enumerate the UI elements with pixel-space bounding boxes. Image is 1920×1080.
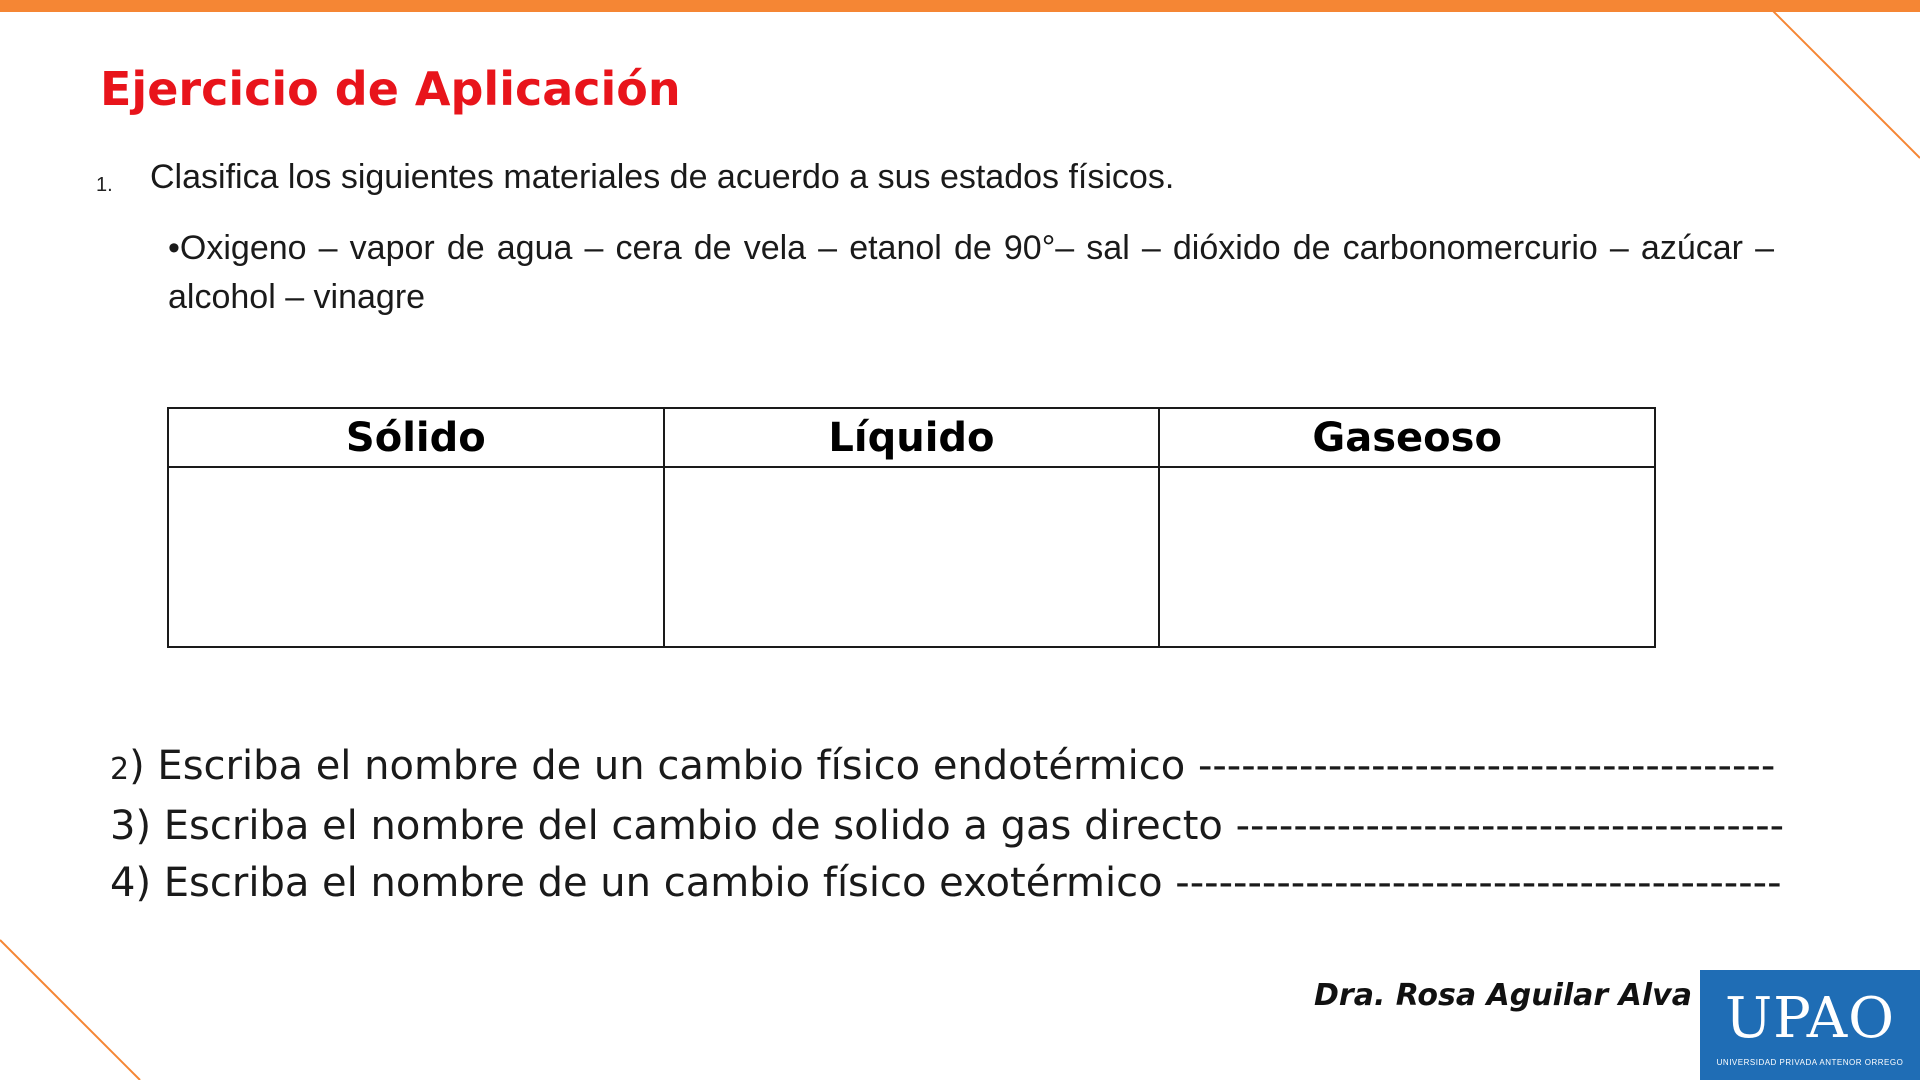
materials-list: •Oxigeno – vapor de agua – cera de vela – etanol de 90°– sal – dióxido de carbonomercurio – azúcar – alcohol – vinagre <box>168 229 1774 316</box>
header-gas: Gaseoso <box>1159 408 1655 467</box>
states-table <box>167 407 1656 648</box>
solid-answer-cell[interactable] <box>168 467 664 647</box>
liquid-answer-cell[interactable] <box>664 467 1160 647</box>
logo-subtitle: UNIVERSIDAD PRIVADA ANTENOR ORREGO <box>1716 1058 1904 1067</box>
question-4 <box>110 855 1784 912</box>
question-1-number: 1. <box>96 174 113 196</box>
question-4-number: 4 <box>110 860 136 906</box>
question-4-text: ) Escriba el nombre de un cambio físico exotérmico ------------------------------------------ <box>135 860 1782 906</box>
logo-wordmark: UPAO <box>1724 986 1896 1051</box>
author-name: Dra. Rosa Aguilar Alva <box>1314 978 1692 1013</box>
table-header-row <box>168 408 1655 467</box>
header-liquid: Líquido <box>664 408 1160 467</box>
page-title: Ejercicio de Aplicación <box>100 62 681 116</box>
questions-block <box>110 738 1784 912</box>
table-row <box>168 467 1655 647</box>
question-2 <box>110 738 1784 798</box>
upao-logo <box>1700 970 1920 1080</box>
header-solid: Sólido <box>168 408 664 467</box>
gas-answer-cell[interactable] <box>1159 467 1655 647</box>
question-1-text: Clasifica los siguientes materiales de acuerdo a sus estados físicos. <box>150 158 1175 196</box>
question-3-number: 3 <box>110 803 136 849</box>
question-3-text: ) Escriba el nombre del cambio de solido a gas directo -------------------------------------- <box>135 803 1785 849</box>
question-3 <box>110 798 1784 855</box>
question-2-number: 2 <box>110 752 130 787</box>
question-2-text: ) Escriba el nombre de un cambio físico endotérmico ---------------------------------------- <box>129 743 1776 789</box>
